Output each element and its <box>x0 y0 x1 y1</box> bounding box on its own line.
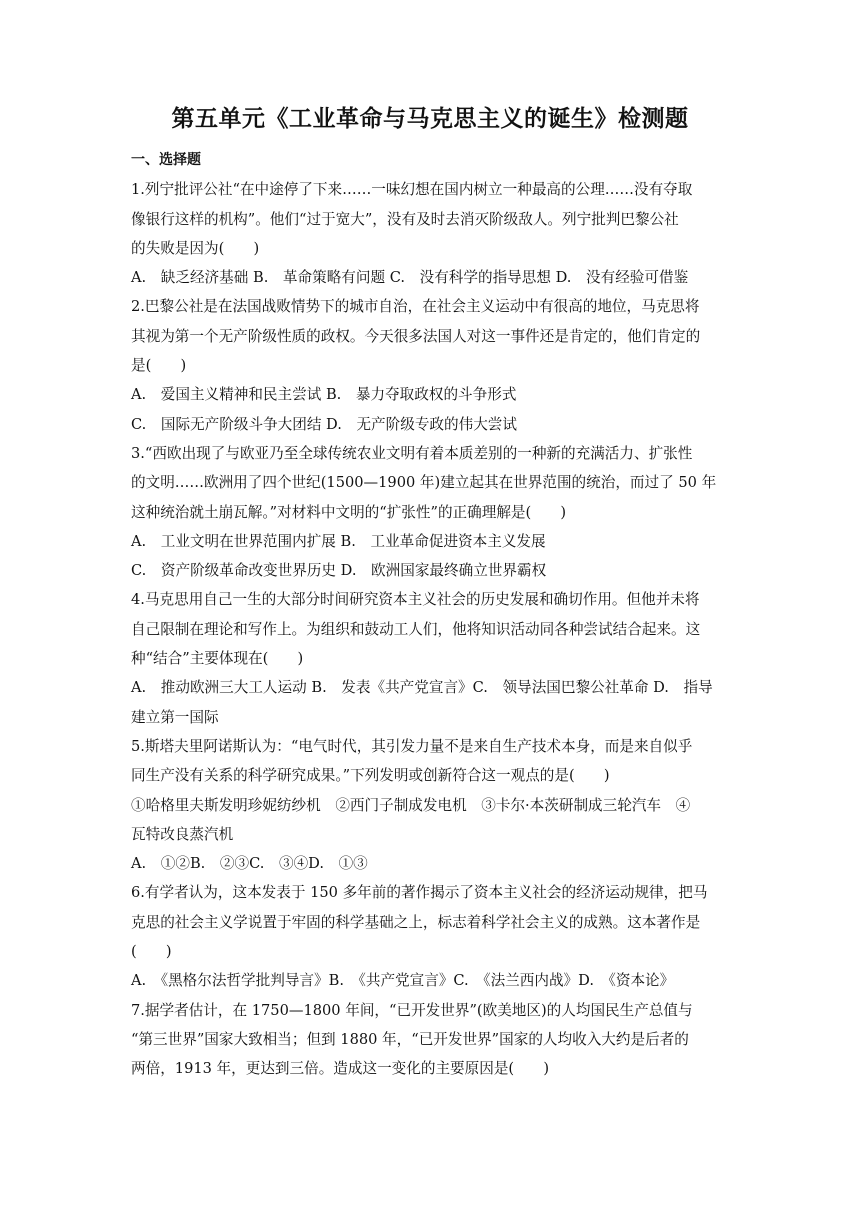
question-text-line: 5.斯塔夫里阿诺斯认为：“电气时代，其引发力量不是来自生产技术本身，而是来自似乎 <box>131 737 693 755</box>
question-3 <box>131 439 731 585</box>
question-text-line: 这种统治就土崩瓦解。”对材料中文明的“扩张性”的正确理解是( ) <box>131 503 567 521</box>
question-5 <box>131 732 731 878</box>
question-2 <box>131 292 731 438</box>
question-7 <box>131 996 731 1084</box>
section-heading: 一、选择题 <box>131 152 201 168</box>
question-text-line: 克思的社会主义学说置于牢固的科学基础之上，标志着科学社会主义的成熟。这本著作是 <box>131 913 701 931</box>
answer-options-line: 建立第一国际 <box>131 708 219 726</box>
answer-options-line: A. 推动欧洲三大工人运动 B. 发表《共产党宣言》C. 领导法国巴黎公社革命 D. 指导 <box>131 679 713 697</box>
answer-options-line: A. 爱国主义精神和民主尝试 B. 暴力夺取政权的斗争形式 <box>131 386 517 404</box>
question-1 <box>131 175 731 292</box>
answer-options-line: C. 国际无产阶级斗争大团结 D. 无产阶级专政的伟大尝试 <box>131 415 517 433</box>
answer-options-line: C. 资产阶级革命改变世界历史 D. 欧洲国家最终确立世界霸权 <box>131 562 547 580</box>
question-text-line: 6.有学者认为，这本发表于 150 多年前的著作揭示了资本主义社会的经济运动规律，把马 <box>131 884 708 902</box>
question-text-line: 2.巴黎公社是在法国战败情势下的城市自治，在社会主义运动中有很高的地位，马克思将 <box>131 298 700 316</box>
answer-options-line: A. 《黑格尔法哲学批判导言》B. 《共产党宣言》C. 《法兰西内战》D. 《资本论》 <box>131 972 675 990</box>
question-text-line: 同生产没有关系的科学研究成果。”下列发明或创新符合这一观点的是( ) <box>131 767 610 785</box>
question-text-line: 1.列宁批评公社“在中途停了下来……一味幻想在国内树立一种最高的公理……没有夺取 <box>131 181 693 199</box>
question-text-line: 瓦特改良蒸汽机 <box>131 825 234 843</box>
question-text-line: 自己限制在理论和写作上。为组织和鼓动工人们，他将知识活动同各种尝试结合起来。这 <box>131 620 701 638</box>
question-text-line: 的失败是因为( ) <box>131 239 260 257</box>
question-text-line: 其视为第一个无产阶级性质的政权。今天很多法国人对这一事件还是肯定的，他们肯定的 <box>131 327 701 345</box>
question-text-line: 的文明……欧洲用了四个世纪(1500—1900 年)建立起其在世界范围的统治，而过了 50 年 <box>131 474 717 492</box>
question-text-line: 种“结合”主要体现在( ) <box>131 650 304 668</box>
document-body <box>131 146 731 1084</box>
question-text-line: 是( ) <box>131 357 187 375</box>
question-text-line: 3.“西欧出现了与欧亚乃至全球传统农业文明有着本质差别的一种新的充满活力、扩张性 <box>131 444 693 462</box>
question-4 <box>131 585 731 731</box>
document-title: 第五单元《工业革命与马克思主义的诞生》检测题 <box>171 106 689 132</box>
question-text-line: 4.马克思用自己一生的大部分时间研究资本主义社会的历史发展和确切作用。但他并未将 <box>131 591 700 609</box>
question-text-line: ①哈格里夫斯发明珍妮纺纱机 ②西门子制成发电机 ③卡尔·本茨研制成三轮汽车 ④ <box>131 796 691 814</box>
question-text-line: ( ) <box>131 943 172 961</box>
question-text-line: 像银行这样的机构”。他们“过于宽大”，没有及时去消灭阶级敌人。列宁批判巴黎公社 <box>131 210 679 228</box>
question-text-line: 7.据学者估计，在 1750—1800 年间，“已开发世界”(欧美地区)的人均国民生产总值与 <box>131 1001 693 1019</box>
question-6 <box>131 878 731 995</box>
question-text-line: “第三世界”国家大致相当；但到 1880 年，“已开发世界”国家的人均收入大约是后者的 <box>131 1030 689 1048</box>
answer-options-line: A. 工业文明在世界范围内扩展 B. 工业革命促进资本主义发展 <box>131 532 546 550</box>
question-text-line: 两倍，1913 年，更达到三倍。造成这一变化的主要原因是( ) <box>131 1060 550 1078</box>
answer-options-line: A. ①②B. ②③C. ③④D. ①③ <box>131 855 368 873</box>
answer-options-line: A. 缺乏经济基础 B. 革命策略有问题 C. 没有科学的指导思想 D. 没有经验可借鉴 <box>131 269 689 287</box>
